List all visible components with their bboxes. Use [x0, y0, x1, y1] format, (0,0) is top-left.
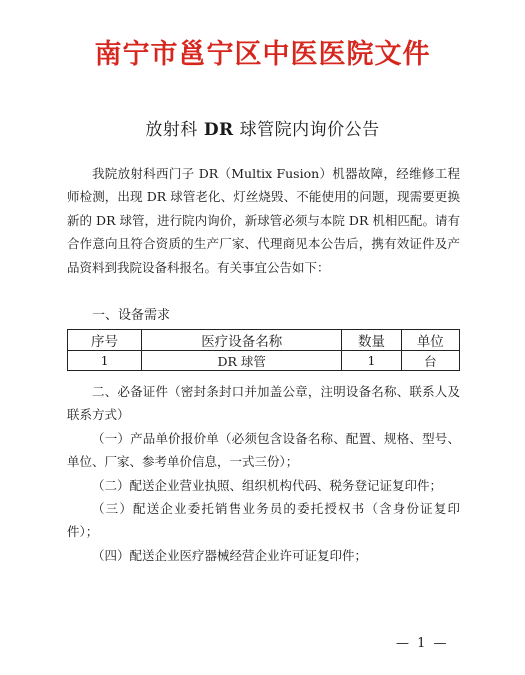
table-header-row [68, 330, 460, 351]
cell-unit: 台 [401, 351, 459, 371]
list-item: （四）配送企业医疗器械经营企业许可证复印件； [92, 547, 368, 563]
header-cell-name: 医疗设备名称 [142, 330, 342, 351]
cell-name: DR 球管 [142, 351, 342, 371]
header-cell-quantity: 数量 [342, 330, 401, 351]
section2-block [67, 380, 460, 567]
notice-title-dr: DR [203, 120, 234, 140]
org-red-header: 南宁市邕宁区中医医院文件 [94, 39, 431, 70]
header-cell-unit: 单位 [401, 330, 459, 351]
notice-title-suffix: 球管院内询价公告 [233, 120, 380, 140]
cell-index: 1 [68, 351, 142, 371]
notice-title-prefix: 放射科 [145, 120, 204, 140]
cell-quantity: 1 [342, 351, 401, 371]
section1-heading: 一、设备需求 [92, 308, 171, 323]
notice-title [0, 115, 525, 140]
equipment-table [67, 329, 460, 371]
intro-paragraph: 我院放射科西门子 DR（Multix Fusion）机器故障，经维修工程师检测，出现 DR 球管老化、灯丝烧毁、不能使用的问题，现需要更换新的 DR 球管，进行院内询价，新球管必须与本院 DR 机相匹配。请有合作意向且符合资质的生产厂家、代理商见本公告后，携有效证件及产品资料到我院设备科报名。有关事宜公告如下： [67, 166, 460, 275]
section2-heading: 二、必备证件（密封条封口并加盖公章，注明设备名称、联系人及联系方式） [67, 384, 460, 423]
list-item: （一）产品单价报价单（必须包含设备名称、配置、规格、型号、单位、厂家、参考单价信息，一式三份）； [67, 430, 460, 470]
header-cell-index: 序号 [68, 330, 142, 351]
list-item: （三）配送企业委托销售业务员的委托授权书（含身份证复印件）； [67, 501, 460, 540]
table-row [68, 351, 460, 371]
page-number: — 1 — [396, 636, 449, 651]
list-item: （二）配送企业营业执照、组织机构代码、税务登记证复印件； [92, 477, 443, 493]
intro-block [67, 162, 460, 279]
